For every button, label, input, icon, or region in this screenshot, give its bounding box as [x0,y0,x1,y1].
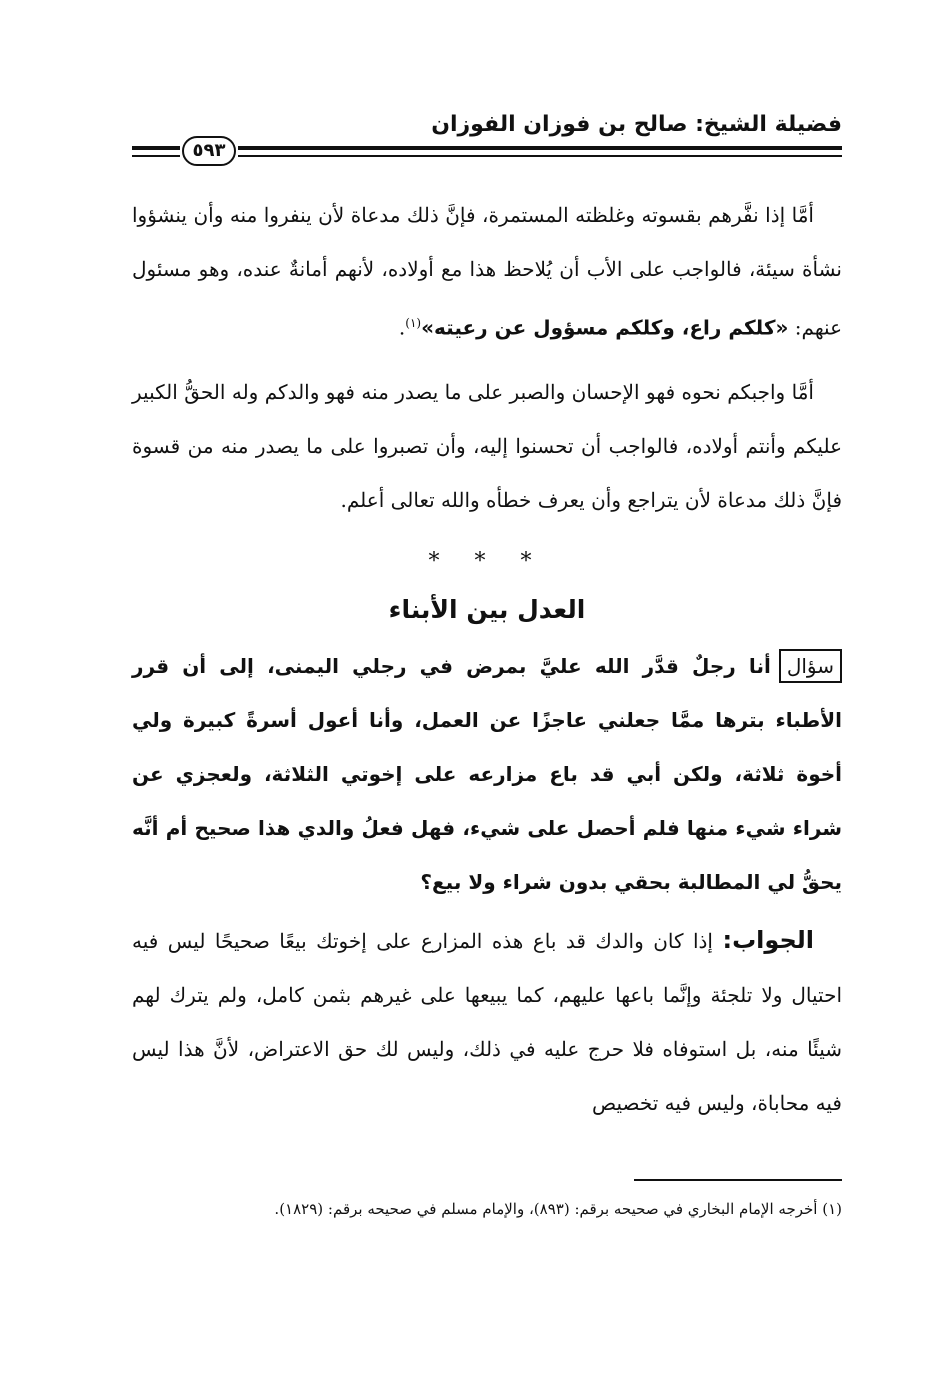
header-rule-left [132,146,180,150]
paragraph-end: . [398,315,406,340]
footnote: (١) أخرجه الإمام البخاري في صحيحه برقم: (٨٩٣)، والإمام مسلم في صحيحه برقم: (١٨٢٩). [274,1200,842,1218]
header-rule [238,146,842,150]
section-separator: * * * [428,548,546,574]
footnote-reference[interactable]: (١) [405,316,422,330]
paragraph-text: أمَّا إذا نفَّرهم بقسوته وغلظته المستمرة، فإنَّ ذلك مدعاة لأن ينفروا منه وأن ينشؤوا نشأة سيئة، فالواجب على الأب أن يُلاحظ هذا مع أولاده، لأنهم أمانةٌ عنده، وهو مسئول عنهم: [132,203,842,340]
paragraph [132,188,842,355]
question-label: سؤال [779,649,842,683]
page-number: ٥٩٣ [182,136,236,166]
question-text: أنا رجلٌ قدَّر الله عليَّ بمرض في رجلي اليمنى، إلى أن قرر الأطباء بترها ممَّا جعلني عاجزًا عن العمل، وأنا أعول أسرةً كبيرة ولي أخوة ثلاثة، ولكن أبي قد باع مزارعه على إخوتي الثلاثة، ولعجزي عن شراء شيء منها فلم أحصل على شيء، فهل فعلُ والدي هذا صحيح أم أنَّه يحقُّ لي المطالبة بحقي بدون شراء ولا بيع؟ [132,653,842,894]
header-rule-left-thin [132,155,180,157]
answer [132,913,842,1130]
page-body [132,188,842,1140]
question [132,639,842,909]
running-header: فضيلة الشيخ: صالح بن فوزان الفوزان [431,112,842,137]
hadith-quote: «كلكم راع، وكلكم مسؤول عن رعيته» [421,315,789,340]
section-title: العدل بين الأبناء [388,594,586,624]
paragraph: أمَّا واجبكم نحوه فهو الإحسان والصبر على ما يصدر منه فهو والدكم وله الحقُّ الكبير عليكم وأنتم أولاده، فالواجب أن تحسنوا إليه، وأن تصبروا على ما يصدر منه من قسوة فإنَّ ذلك مدعاة لأن يتراجع وأن يعرف خطأه والله تعالى أعلم. [132,379,842,512]
answer-text: إذا كان والدك قد باع هذه المزارع على إخوتك بيعًا صحيحًا ليس فيه احتيال ولا تلجئة وإنَّما باعها عليهم، كما يبيعها على غيرهم بثمن كامل، ولم يترك لهم شيئًا منه، بل استوفاه فلا حرج عليه في ذلك، وليس لك حق الاعتراض، لأنَّ هذا ليس فيه محاباة، وليس فيه تخصيص [132,928,842,1115]
answer-label: الجواب: [722,925,814,954]
footnote-rule [634,1179,842,1181]
header-rule-thin [238,155,842,157]
